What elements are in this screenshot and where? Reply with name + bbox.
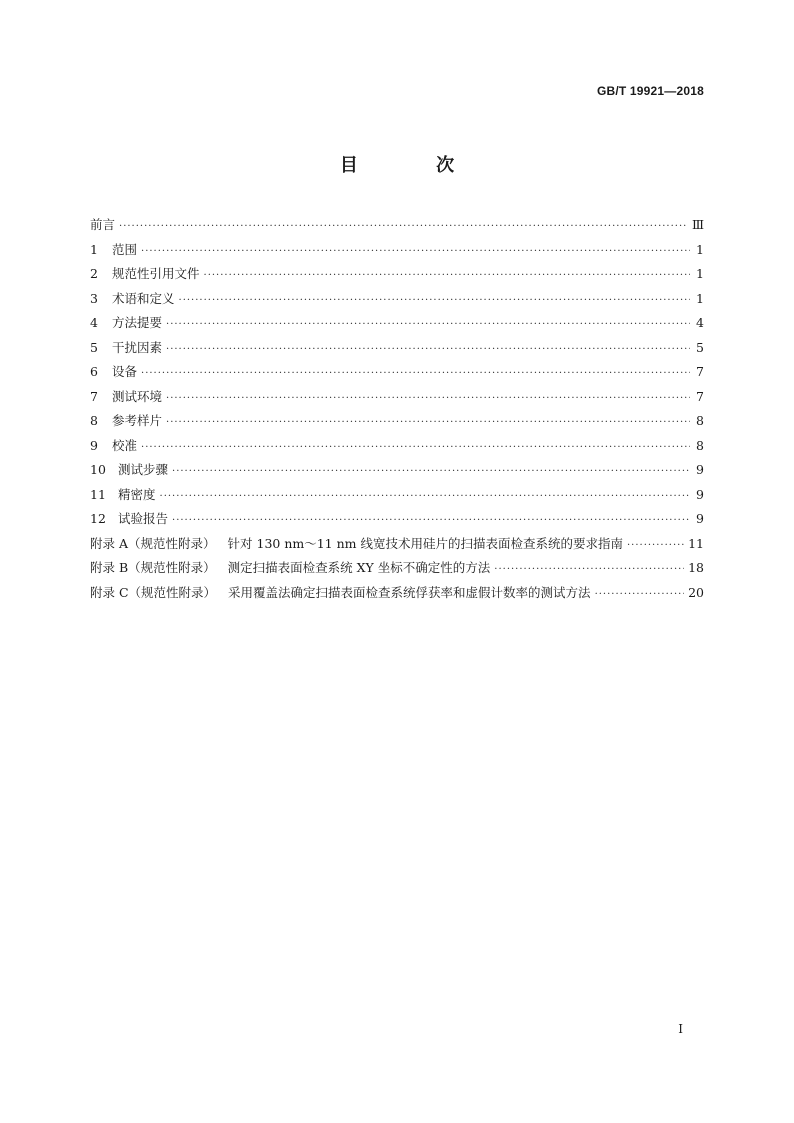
toc-entry-label: 设备 [112,364,138,379]
toc-entry-label: 测试环境 [112,388,163,404]
toc-leader-dots [119,221,688,232]
toc-leader-dots [179,295,690,306]
toc-entry[interactable] [90,485,704,510]
toc-entry-page: 5 [696,339,704,355]
toc-entry[interactable] [90,509,704,534]
toc-entry-label: 前言 [90,217,116,232]
toc-entry[interactable] [90,215,704,240]
toc-entry-number: 11 [90,486,106,502]
toc-entry-number: 10 [90,462,106,477]
toc-leader-dots [160,491,690,502]
toc-entry[interactable] [90,313,704,338]
toc-entry-label: 干扰因素 [112,339,163,355]
toc-leader-dots [166,417,690,428]
toc-entry[interactable] [90,338,704,363]
toc-leader-dots [166,393,690,404]
toc-entry[interactable] [90,411,704,436]
toc-entry[interactable] [90,460,704,485]
table-of-contents [90,215,704,607]
toc-leader-dots [494,564,684,575]
toc-entry-annex[interactable] [90,534,704,559]
standard-code: GB/T 19921—2018 [596,84,704,98]
toc-leader-dots [595,589,685,600]
toc-entry-label: 采用覆盖法确定扫描表面检查系统俘获率和虚假计数率的测试方法 [228,584,591,600]
toc-entry-page: 7 [696,364,704,379]
toc-entry-page: 9 [696,462,704,477]
page-number: Ⅰ [678,1022,683,1036]
toc-entry-number: 附录 B（规范性附录） [90,560,216,575]
toc-entry-page: 1 [696,266,704,281]
toc-entry-page: 9 [696,486,704,502]
toc-entry-label: 测定扫描表面检查系统 XY 坐标不确定性的方法 [227,560,491,575]
toc-leader-dots [204,270,690,281]
toc-entry-number: 5 [90,339,98,355]
toc-leader-dots [627,540,684,551]
toc-entry-label: 范围 [112,241,138,257]
toc-entry-number: 3 [90,290,98,306]
toc-entry-page: 9 [696,511,704,526]
toc-leader-dots [166,344,690,355]
toc-entry-number: 1 [90,241,98,257]
toc-entry[interactable] [90,387,704,412]
toc-entry-label: 精密度 [118,486,156,502]
toc-entry-annex[interactable] [90,558,704,583]
toc-entry-number: 2 [90,266,98,281]
toc-entry-label: 方法提要 [112,315,163,330]
toc-entry-number: 8 [90,413,98,428]
toc-entry-page: 4 [696,315,704,330]
toc-entry-page: Ⅲ [691,217,704,232]
toc-entry-page: 8 [696,413,704,428]
toc-entry-number: 4 [90,315,98,330]
toc-entry-number: 7 [90,388,98,404]
toc-entry-number: 12 [90,511,106,526]
toc-entry-page: 1 [696,241,704,257]
toc-entry-page: 1 [696,290,704,306]
toc-entry-page: 8 [696,437,704,453]
toc-leader-dots [141,442,690,453]
toc-leader-dots [166,319,690,330]
toc-leader-dots [141,246,690,257]
toc-entry-annex[interactable] [90,583,704,608]
toc-entry-label: 试验报告 [118,511,169,526]
toc-entry-page: 7 [696,388,704,404]
toc-entry-label: 针对 130 nm～11 nm 线宽技术用硅片的扫描表面检查系统的要求指南 [227,535,623,551]
toc-entry-number: 附录 C（规范性附录） [90,584,217,600]
toc-entry-page: 20 [688,584,704,600]
toc-entry-number: 附录 A（规范性附录） [90,535,216,551]
toc-entry-label: 测试步骤 [118,462,169,477]
toc-leader-dots [172,466,690,477]
toc-entry-label: 规范性引用文件 [112,266,200,281]
toc-entry[interactable] [90,264,704,289]
toc-entry-label: 术语和定义 [112,290,175,306]
toc-entry-number: 6 [90,364,98,379]
toc-entry-label: 校准 [112,437,138,453]
toc-entry-page: 11 [688,535,704,551]
toc-entry-label: 参考样片 [112,413,163,428]
toc-leader-dots [141,368,690,379]
toc-leader-dots [172,515,690,526]
toc-entry[interactable] [90,362,704,387]
page-title: 目 次 [339,155,491,176]
toc-entry-number: 9 [90,437,98,453]
toc-entry-page: 18 [688,560,704,575]
toc-entry[interactable] [90,436,704,461]
toc-entry[interactable] [90,289,704,314]
toc-entry[interactable] [90,240,704,265]
